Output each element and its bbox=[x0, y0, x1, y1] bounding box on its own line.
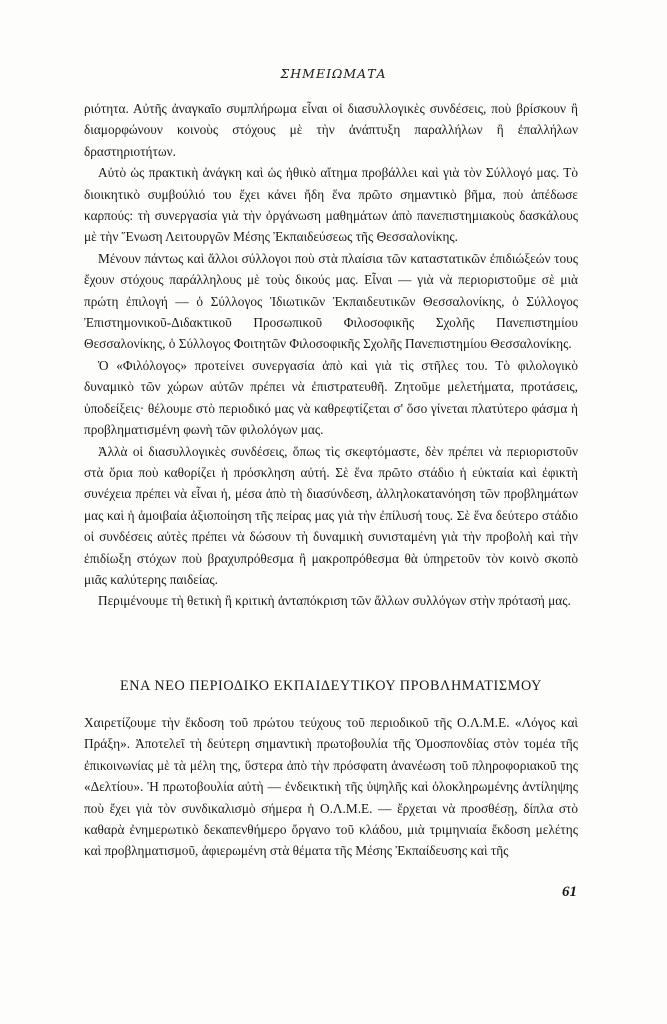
paragraph-4: Ὁ «Φιλόλογος» προτείνει συνεργασία ἀπὸ καὶ γιὰ τὶς στῆλες του. Τὸ φιλολογικὸ δυναμικὸ τῶν χώρων αὐτῶν πρέπει νὰ ἐπιστρατευθῆ. Ζητοῦμε μελετήματα, προτάσεις, ὑποδείξεις· θέλουμε στὸ περιοδικό μας νὰ καθρεφτίζεται σ' ὅσο γίνεται πλατύτερο φάσμα ἡ προβληματισμένη φωνὴ τῶν φιλολόγων μας. bbox=[84, 357, 578, 438]
running-head: ΣΗΜΕΙΩΜΑΤΑ bbox=[280, 66, 387, 81]
section-paragraph: Χαιρετίζουμε τὴν ἔκδοση τοῦ πρώτου τεύχους τοῦ περιοδικοῦ τῆς Ο.Λ.Μ.Ε. «Λόγος καὶ Πράξη». Ἀποτελεῖ τὴ δεύτερη σημαντικὴ πρωτοβουλία τῆς Ὁμοσπονδίας στὸν τομέα τῆς ἐπικοινωνίας μὲ τὰ μέλη της, ὕστερα ἀπὸ τὴν πρόσφατη ἀνανέωση τοῦ πληροφοριακοῦ της «Δελτίου». Ἡ πρωτοβουλία αὐτὴ — ἐνδεικτικὴ τῆς ὑψηλῆς καὶ ὁλοκληρωμένης ἀντίληψης ποὺ ἔχει γιὰ τὸν συνδικαλισμὸ σήμερα ἡ Ο.Λ.Μ.Ε. — ἔρχεται νὰ προσθέσῃ, δίπλα στὸ καθαρὰ ἐνημερωτικὸ δεκαπενθήμερο ὄργανο τοῦ κλάδου, μιὰ τριμηνιαία ἔκδοση μελέτης καὶ προβληματισμοῦ, ἀφιερωμένη στὰ θέματα τῆς Μέσης Ἐκπαίδευσης καὶ τῆς bbox=[84, 715, 578, 859]
section-body bbox=[84, 712, 578, 862]
notes-body bbox=[84, 98, 578, 612]
section-heading: ΕΝΑ ΝΕΟ ΠΕΡΙΟΔΙΚΟ ΕΚΠΑΙΔΕΥΤΙΚΟΥ ΠΡΟΒΛΗΜΑΤΙΣΜΟΥ bbox=[120, 678, 542, 694]
paragraph-5: Ἀλλὰ οἱ διασυλλογικὲς συνδέσεις, ὅπως τὶς σκεφτόμαστε, δὲν πρέπει νὰ περιοριστοῦν στὰ ὅρια ποὺ καθορίζει ἡ πρόσκληση αὐτή. Σὲ ἕνα πρῶτο στάδιο ἡ εὐκταία καὶ ἐφικτὴ συνέχεια πρέπει νὰ εἶναι ἡ, μέσα ἀπὸ τὴ διασύνδεση, ἀλληλοκατανόηση τῶν προβλημάτων μας καὶ ἡ ἀμοιβαία ἀξιοποίηση τῆς πείρας μας γιὰ τὴν ἐπίλυσή τους. Σὲ ἕνα δεύτερο στάδιο οἱ συνδέσεις αὐτὲς πρέπει νὰ δώσουν τὴ δυναμικὴ συνισταμένη γιὰ τὴν προβολὴ καὶ τὴν ἐπιδίωξη στόχων ποὺ βραχυπρόθεσμα ἢ μακροπρόθεσμα θὰ ὑπηρετοῦν τὸν κοινὸ σκοπὸ μιᾶς καλύτερης παιδείας. bbox=[84, 443, 578, 587]
paragraph-1: ριότητα. Αὐτῆς ἀναγκαῖο συμπλήρωμα εἶναι οἱ διασυλλογικὲς συνδέσεις, ποὺ βρίσκουν ἢ διαμορφώνουν κοινοὺς στόχους μὲ τὴν ἀνάπτυξη παραλλήλων ἢ ἐπαλλήλων δραστηριοτήτων. bbox=[84, 101, 578, 159]
paragraph-6: Περιμένουμε τὴ θετικὴ ἢ κριτικὴ ἀνταπόκριση τῶν ἄλλων συλλόγων στὴν πρότασή μας. bbox=[98, 593, 571, 609]
page-number: 61 bbox=[562, 884, 577, 900]
paragraph-2: Αὐτὸ ὡς πρακτικὴ ἀνάγκη καὶ ὡς ἠθικὸ αἴτημα προβάλλει καὶ γιὰ τὸν Σύλλογό μας. Τὸ διοικητικὸ συμβούλιό του ἔχει κάνει ἤδη ἕνα πρῶτο σημαντικὸ βῆμα, ποὺ ἀπέδωσε καρπούς: τὴ συνεργασία γιὰ τὴν ὀργάνωση μαθημάτων ἀπὸ πανεπιστημιακοὺς δασκάλους μὲ τὴν Ἕνωση Λειτουργῶν Μέσης Ἐκπαιδεύσεως τῆς Θεσσαλονίκης. bbox=[84, 165, 578, 245]
paragraph-3: Μένουν πάντως καὶ ἄλλοι σύλλογοι ποὺ στὰ πλαίσια τῶν καταστατικῶν ἐπιδιώξεών τους ἔχουν στόχους παράλληλους μὲ τοὺς δικούς μας. Εἶναι — γιὰ νὰ περιοριστοῦμε σὲ μιὰ πρώτη ἐπιλογή — ὁ Σύλλογος Ἰδιωτικῶν Ἐκπαιδευτικῶν Θεσσαλονίκης, ὁ Σύλλογος Ἐπιστημονικοῦ-Διδακτικοῦ Προσωπικοῦ Φιλοσοφικῆς Σχολῆς Πανεπιστημίου Θεσσαλονίκης, ὁ Σύλλογος Φοιτητῶν Φιλοσοφικῆς Σχολῆς Πανεπιστημίου Θεσσαλονίκης. bbox=[84, 250, 578, 352]
